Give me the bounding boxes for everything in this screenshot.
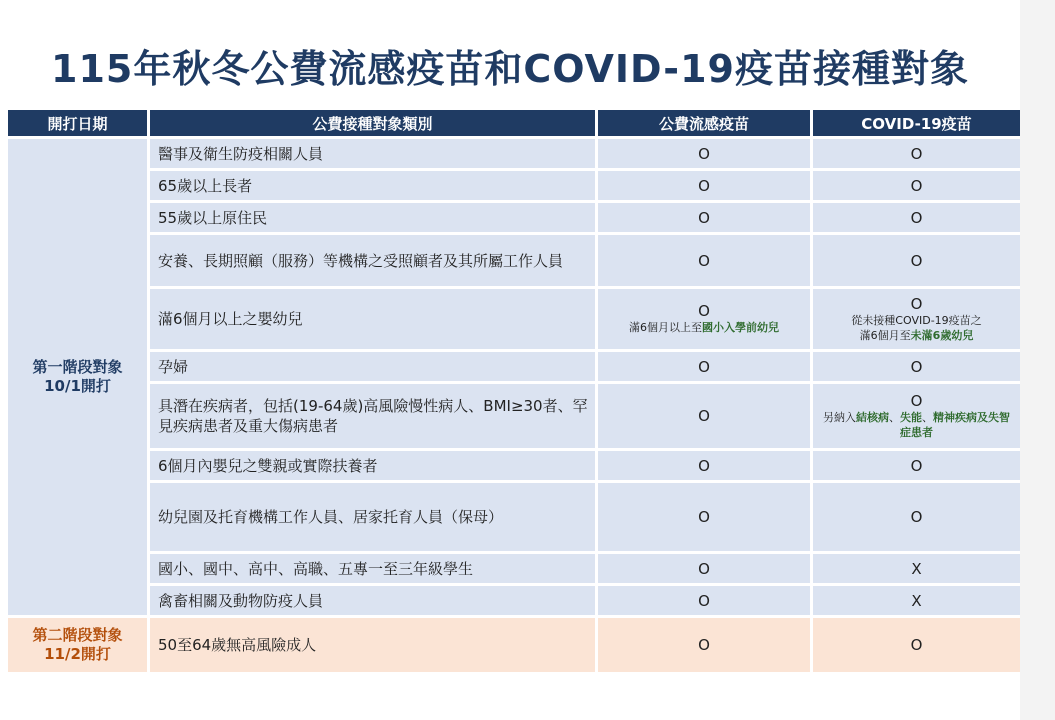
covid-mark: O [813,171,1020,200]
covid-mark: O [813,235,1020,286]
covid-mark: O [813,203,1020,232]
flu-mark: O [598,203,810,232]
phase1-cell [8,139,147,615]
phase1-date: 10/1開打 [44,377,111,395]
category-cell: 50至64歲無高風險成人 [150,618,595,672]
covid-mark: O [813,139,1020,168]
table-row [8,384,1020,448]
covid-note-line2: 滿6個月至未滿6歲幼兒 [859,328,974,342]
table-row [8,289,1020,349]
phase2-label: 第二階段對象 [32,626,123,644]
page-title: 115年秋冬公費流感疫苗和COVID-19疫苗接種對象 [51,47,969,91]
flu-mark: O [598,483,810,551]
covid-mark: O [813,618,1020,672]
table-row [8,235,1020,286]
category-cell: 孕婦 [150,352,595,381]
header-date: 開打日期 [8,110,147,136]
covid-mark: O [813,451,1020,480]
category-cell: 6個月內嬰兒之雙親或實際扶養者 [150,451,595,480]
category-cell: 安養、長期照顧（服務）等機構之受照顧者及其所屬工作人員 [150,235,595,286]
covid-mark: O [910,294,923,313]
flu-note: 滿6個月以上至國小入學前幼兒 [629,321,779,334]
covid-mark: X [813,586,1020,615]
table-row [8,352,1020,381]
header-flu-vaccine: 公費流感疫苗 [598,110,810,136]
phase1-label: 第一階段對象 [32,358,123,376]
table-row [8,451,1020,480]
covid-note: 另納入結核病、失能、精神疾病及失智症患者 [823,410,1010,439]
eligibility-table [5,107,1023,675]
category-cell: 幼兒園及托育機構工作人員、居家托育人員（保母） [150,483,595,551]
flu-mark: O [598,554,810,583]
flu-mark: O [598,451,810,480]
table-row [8,618,1020,672]
header-category: 公費接種對象類別 [150,110,595,136]
flu-mark: O [598,235,810,286]
covid-note-line1: 從未接種COVID-19疫苗之 [851,313,982,327]
covid-mark: O [910,391,923,410]
category-cell: 具潛在疾病者，包括(19-64歲)高風險慢性病人、BMI≥30者、罕見疾病患者及重大傷病患者 [150,384,595,448]
flu-mark: O [698,302,710,320]
flu-mark: O [598,171,810,200]
header-covid-vaccine: COVID-19疫苗 [813,110,1020,136]
covid-cell [813,289,1020,349]
covid-mark: O [813,352,1020,381]
right-scroll-strip [1020,0,1055,720]
flu-mark: O [598,586,810,615]
flu-mark: O [598,618,810,672]
table-row [8,554,1020,583]
table-header-row [8,110,1020,136]
phase2-cell [8,618,147,672]
table-row [8,171,1020,200]
category-cell: 55歲以上原住民 [150,203,595,232]
category-cell: 滿6個月以上之嬰幼兒 [150,289,595,349]
flu-mark: O [598,384,810,448]
category-cell: 禽畜相關及動物防疫人員 [150,586,595,615]
table-row [8,139,1020,168]
table-row [8,586,1020,615]
category-cell: 65歲以上長者 [150,171,595,200]
flu-mark: O [598,352,810,381]
flu-cell [598,289,810,349]
covid-cell [813,384,1020,448]
covid-mark: O [813,483,1020,551]
phase2-date: 11/2開打 [44,645,111,663]
flu-mark: O [598,139,810,168]
category-cell: 醫事及衛生防疫相關人員 [150,139,595,168]
category-cell: 國小、國中、高中、高職、五專一至三年級學生 [150,554,595,583]
covid-mark: X [813,554,1020,583]
table-row [8,483,1020,551]
table-row [8,203,1020,232]
